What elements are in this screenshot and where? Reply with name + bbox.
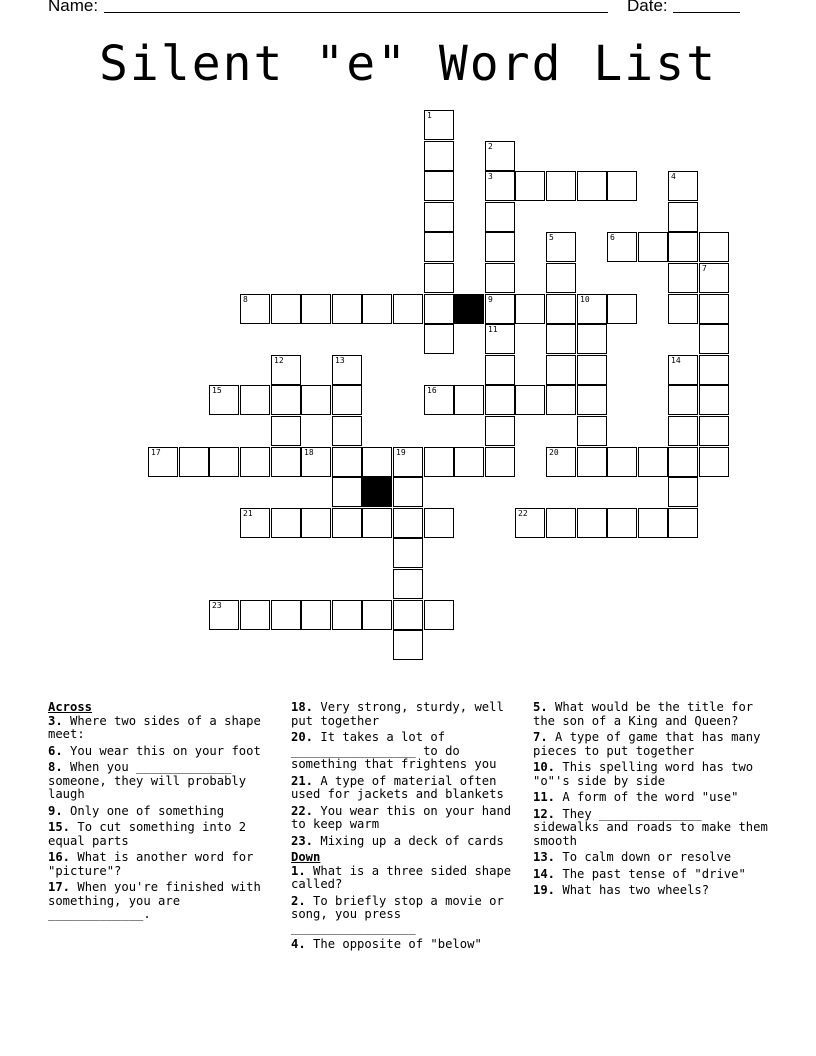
clue-text: What would be the title for the son of a King and Queen? (533, 700, 761, 728)
clue-text: Mixing up a deck of cards (313, 833, 504, 848)
cell-number: 3 (488, 172, 493, 181)
clue-text: The opposite of "below" (305, 937, 482, 951)
clue-text: To cut something into 2 equal parts (48, 820, 254, 848)
grid-cell[interactable] (485, 232, 515, 262)
clue-item (533, 868, 773, 882)
clue-item (48, 715, 284, 742)
grid-cell[interactable] (668, 477, 698, 507)
grid-cell[interactable] (301, 385, 331, 415)
grid-cell[interactable] (668, 232, 698, 262)
grid-cell[interactable] (424, 232, 454, 262)
grid-cell[interactable] (424, 508, 454, 538)
clue-text: They ______________ sidewalks and roads to make them smooth (533, 806, 776, 848)
grid-cell[interactable] (209, 600, 239, 630)
grid-cell[interactable] (546, 232, 576, 262)
grid-cell[interactable] (393, 569, 423, 599)
grid-cell[interactable] (271, 447, 301, 477)
grid-cell[interactable] (424, 263, 454, 293)
grid-cell[interactable] (240, 600, 270, 630)
clue-item (291, 775, 527, 802)
grid-cell[interactable] (332, 508, 362, 538)
grid-cell[interactable] (699, 447, 729, 477)
name-label: Name: (48, 0, 99, 15)
clue-number: 11. (533, 790, 556, 804)
clue-number: 5. (533, 700, 548, 714)
clue-number: 7. (533, 730, 548, 744)
grid-cell[interactable] (638, 447, 668, 477)
clue-number: 12. (533, 806, 556, 821)
grid-cell[interactable] (271, 508, 301, 538)
grid-cell[interactable] (668, 355, 698, 385)
grid-cell[interactable] (485, 202, 515, 232)
grid-cell[interactable] (301, 600, 331, 630)
grid-cell[interactable] (668, 416, 698, 446)
across-heading: Across (48, 700, 93, 714)
grid-cell[interactable] (179, 447, 209, 477)
grid-cell[interactable] (362, 294, 392, 324)
clue-item (533, 731, 773, 758)
grid-cell[interactable] (577, 416, 607, 446)
grid-cell[interactable] (546, 385, 576, 415)
grid-cell[interactable] (546, 294, 576, 324)
page-title: Silent "e" Word List (99, 36, 717, 92)
grid-cell[interactable] (485, 263, 515, 293)
clue-number: 17. (48, 880, 71, 894)
clue-number: 14. (533, 866, 556, 881)
grid-cell[interactable] (607, 232, 637, 262)
clue-text: It takes a lot of _________________ to do something that frightens you (291, 730, 497, 771)
clue-number: 2. (291, 893, 306, 908)
clue-number: 18. (291, 700, 314, 714)
grid-cell[interactable] (271, 385, 301, 415)
grid-cell[interactable] (699, 232, 729, 262)
grid-cell[interactable] (393, 447, 423, 477)
cell-number: 18 (304, 448, 314, 457)
clue-item (533, 791, 773, 805)
grid-cell[interactable] (546, 263, 576, 293)
clue-item (533, 851, 773, 865)
grid-cell[interactable] (485, 141, 515, 171)
grid-cell[interactable] (393, 294, 423, 324)
grid-cell[interactable] (424, 385, 454, 415)
clue-item (291, 865, 527, 892)
clue-text: This spelling word has two "o"'s side by side (533, 760, 761, 788)
cell-number: 21 (243, 509, 253, 518)
grid-cell[interactable] (424, 324, 454, 354)
clue-item (48, 761, 284, 802)
clue-text: To briefly stop a movie or song, you press _________________ (291, 893, 512, 935)
cell-number: 19 (396, 448, 406, 457)
grid-cell[interactable] (209, 447, 239, 477)
clue-text: Only one of something (62, 803, 225, 818)
cell-number: 13 (335, 356, 345, 365)
clue-item (291, 731, 527, 772)
clue-number: 8. (48, 760, 63, 774)
clue-number: 15. (48, 820, 71, 834)
clue-number: 9. (48, 803, 63, 818)
grid-cell[interactable] (607, 294, 637, 324)
grid-cell[interactable] (515, 385, 545, 415)
grid-cell[interactable] (577, 294, 607, 324)
clue-text: What is another word for "picture"? (48, 850, 261, 878)
grid-cell[interactable] (485, 385, 515, 415)
clue-item (291, 835, 527, 849)
grid-cell[interactable] (240, 294, 270, 324)
grid-cell[interactable] (240, 385, 270, 415)
clue-item (533, 806, 776, 849)
grid-cell[interactable] (332, 600, 362, 630)
cell-number: 22 (518, 509, 528, 518)
clue-item (48, 805, 284, 819)
grid-cell[interactable] (393, 630, 423, 660)
grid-cell[interactable] (668, 447, 698, 477)
cell-number: 10 (580, 295, 590, 304)
black-square (454, 294, 484, 324)
grid-cell[interactable] (699, 355, 729, 385)
clue-text: What has two wheels? (555, 883, 710, 897)
clue-text: The past tense of "drive" (555, 866, 746, 881)
grid-cell[interactable] (271, 294, 301, 324)
grid-cell[interactable] (454, 447, 484, 477)
grid-cell[interactable] (546, 508, 576, 538)
grid-cell[interactable] (668, 294, 698, 324)
grid-cell[interactable] (577, 324, 607, 354)
clue-item (533, 701, 773, 728)
cell-number: 11 (488, 325, 498, 334)
grid-cell[interactable] (515, 508, 545, 538)
clues-column-1 (48, 701, 284, 925)
grid-cell[interactable] (424, 202, 454, 232)
grid-cell[interactable] (485, 355, 515, 385)
grid-cell[interactable] (393, 477, 423, 507)
grid-cell[interactable] (638, 508, 668, 538)
cell-number: 6 (610, 233, 615, 242)
grid-cell[interactable] (301, 508, 331, 538)
clue-number: 16. (48, 850, 71, 864)
cell-number: 8 (243, 295, 248, 304)
clue-number: 21. (291, 773, 314, 788)
clue-number: 19. (533, 883, 556, 897)
grid-cell[interactable] (546, 447, 576, 477)
grid-cell[interactable] (485, 171, 515, 201)
grid-cell[interactable] (362, 508, 392, 538)
grid-cell[interactable] (424, 110, 454, 140)
grid-cell[interactable] (699, 294, 729, 324)
grid-cell[interactable] (546, 355, 576, 385)
grid-cell[interactable] (546, 171, 576, 201)
clue-number: 23. (291, 833, 314, 848)
cell-number: 5 (549, 233, 554, 242)
grid-cell[interactable] (332, 294, 362, 324)
cell-number: 16 (427, 386, 437, 395)
grid-cell[interactable] (424, 294, 454, 324)
grid-cell[interactable] (485, 324, 515, 354)
clue-item (291, 701, 527, 728)
grid-cell[interactable] (148, 447, 178, 477)
clues-column-3 (533, 700, 776, 901)
grid-cell[interactable] (301, 294, 331, 324)
grid-cell[interactable] (424, 141, 454, 171)
grid-cell[interactable] (668, 171, 698, 201)
grid-cell[interactable] (485, 447, 515, 477)
grid-cell[interactable] (424, 171, 454, 201)
grid-cell[interactable] (577, 447, 607, 477)
clue-item (48, 745, 284, 759)
grid-cell[interactable] (332, 477, 362, 507)
clue-item (291, 805, 527, 832)
grid-cell[interactable] (424, 600, 454, 630)
grid-cell[interactable] (607, 171, 637, 201)
clue-text: Very strong, sturdy, well put together (291, 700, 512, 728)
grid-cell[interactable] (699, 324, 729, 354)
cell-number: 1 (427, 111, 432, 120)
clue-number: 13. (533, 850, 556, 864)
grid-cell[interactable] (699, 416, 729, 446)
cell-number: 2 (488, 142, 493, 151)
grid-cell[interactable] (668, 385, 698, 415)
grid-cell[interactable] (393, 538, 423, 568)
clue-text: A form of the word "use" (555, 790, 739, 804)
clue-number: 1. (291, 863, 306, 878)
clues-column-2 (291, 701, 527, 955)
grid-cell[interactable] (362, 600, 392, 630)
grid-cell[interactable] (668, 263, 698, 293)
clue-text: To calm down or resolve (555, 850, 732, 864)
grid-cell[interactable] (577, 508, 607, 538)
grid-cell[interactable] (240, 447, 270, 477)
clue-text: When you _____________ someone, they will probably laugh (48, 760, 254, 801)
grid-cell[interactable] (424, 447, 454, 477)
cell-number: 20 (549, 448, 559, 457)
clue-item (533, 884, 773, 898)
grid-cell[interactable] (577, 171, 607, 201)
clue-number: 10. (533, 760, 556, 774)
cell-number: 12 (274, 356, 284, 365)
date-label: Date: (627, 0, 668, 15)
grid-cell[interactable] (638, 232, 668, 262)
clue-item (48, 851, 284, 878)
grid-cell[interactable] (301, 447, 331, 477)
clue-text: When you're finished with something, you are _____________. (48, 880, 269, 921)
grid-cell[interactable] (515, 294, 545, 324)
grid-cell[interactable] (607, 447, 637, 477)
grid-cell[interactable] (515, 171, 545, 201)
grid-cell[interactable] (271, 600, 301, 630)
clue-text: A type of game that has many pieces to put together (533, 730, 768, 758)
clue-text: You wear this on your foot (62, 743, 261, 758)
grid-cell[interactable] (332, 416, 362, 446)
grid-cell[interactable] (485, 416, 515, 446)
grid-cell[interactable] (546, 324, 576, 354)
down-heading: Down (291, 850, 321, 864)
grid-cell[interactable] (485, 294, 515, 324)
grid-cell[interactable] (209, 385, 239, 415)
cell-number: 17 (151, 448, 161, 457)
grid-cell[interactable] (332, 385, 362, 415)
black-square (362, 477, 392, 507)
clue-item (291, 895, 527, 936)
grid-cell[interactable] (577, 355, 607, 385)
clue-text: Where two sides of a shape meet: (48, 713, 269, 741)
grid-cell[interactable] (699, 385, 729, 415)
clue-number: 4. (291, 937, 306, 951)
clue-text: You wear this on your hand to keep warm (291, 803, 519, 831)
grid-cell[interactable] (271, 416, 301, 446)
grid-cell[interactable] (699, 263, 729, 293)
cell-number: 15 (212, 386, 222, 395)
cell-number: 7 (702, 264, 707, 273)
grid-cell[interactable] (240, 508, 270, 538)
grid-cell[interactable] (332, 447, 362, 477)
cell-number: 4 (671, 172, 676, 181)
clue-item (48, 821, 284, 848)
grid-cell[interactable] (271, 355, 301, 385)
cell-number: 23 (212, 601, 222, 610)
grid-cell[interactable] (393, 600, 423, 630)
grid-cell[interactable] (607, 508, 637, 538)
grid-cell[interactable] (668, 202, 698, 232)
grid-cell[interactable] (332, 355, 362, 385)
clue-item (533, 761, 773, 788)
grid-cell[interactable] (362, 447, 392, 477)
clue-text: What is a three sided shape called? (291, 863, 519, 891)
cell-number: 14 (671, 356, 681, 365)
grid-cell[interactable] (577, 385, 607, 415)
grid-cell[interactable] (454, 385, 484, 415)
clue-number: 3. (48, 713, 63, 728)
grid-cell[interactable] (668, 508, 698, 538)
clue-item (291, 938, 527, 952)
clue-number: 6. (48, 743, 63, 758)
grid-cell[interactable] (393, 508, 423, 538)
clue-text: A type of material often used for jackets and blankets (291, 773, 504, 801)
clue-number: 20. (291, 730, 314, 744)
clue-item (48, 881, 284, 922)
clue-number: 22. (291, 803, 314, 818)
cell-number: 9 (488, 295, 493, 304)
